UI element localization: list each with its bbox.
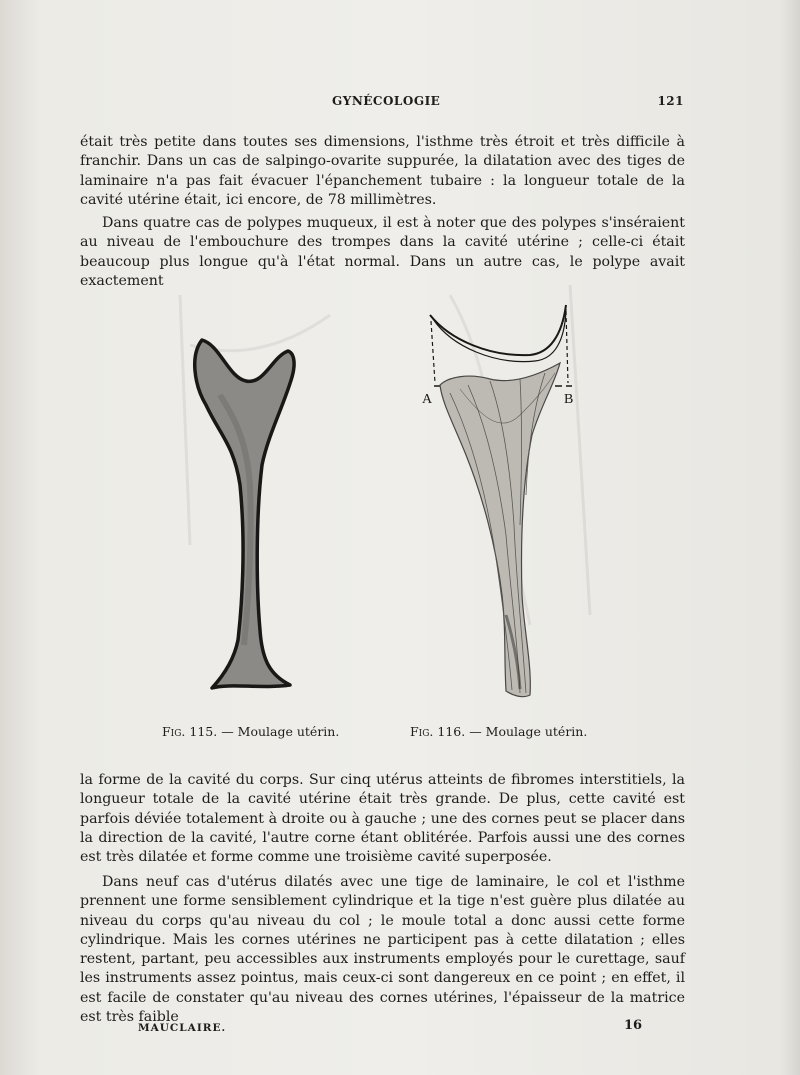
figure-115-text: — Moulage utérin. [221, 724, 340, 739]
signature-mark: 16 [624, 1018, 643, 1033]
figure-115-cast [195, 340, 294, 688]
figure-116-label: Fig. 116. [410, 724, 466, 739]
running-header [80, 94, 684, 114]
paragraph-4: Dans neuf cas d'utérus dilatés avec une tige de laminaire, le col et l'isthme prennent une forme sensiblement cylindrique et la tige n'est guère plus dilatée au niveau du corps qu'au niveau du col ; le moule total a donc aussi cette forme cylindrique. Mais les cornes utérines ne participent pas à cette dilatation ; elles restent, partant, peu accessibles aux instruments employés pour le curettage, sauf les instruments assez pointus, mais ceux-ci sont dangereux en ce point ; en effet, il est facile de constater qu'au niveau des cornes utérines, l'épaisseur de la matrice est très faible [80, 874, 685, 1026]
paragraph-3: la forme de la cavité du corps. Sur cinq utérus atteints de fibromes interstitiels, la longueur totale de la cavité utérine était très grande. De plus, cette cavité est parfois déviée totalement à droite ou à gauche ; une des cornes peut se placer dans la direction de la cavité, l'autre corne étant oblitérée. Parfois aussi une des cornes est très dilatée et forme comme une troisième cavité superposée. [80, 772, 685, 866]
running-title: GYNÉCOLOGIE [332, 94, 441, 108]
figure-116-text: — Moulage utérin. [469, 724, 588, 739]
author-footer: MAUCLAIRE. [138, 1022, 227, 1034]
figure-116-cast [422, 305, 573, 697]
page-number: 121 [657, 94, 684, 108]
figure-116-caption [410, 724, 587, 739]
figure-115-label: Fig. 115. [162, 724, 218, 739]
paragraph-2: Dans quatre cas de polypes muqueux, il est à noter que des polypes s'inséraient au niveau de l'embouchure des trompes dans la cavité utérine ; celle-ci était beaucoup plus longue qu'à l'état normal. Dans un autre cas, le polype avait exactement [80, 215, 685, 289]
figure-115-caption [162, 724, 339, 739]
figures-illustration [150, 285, 620, 705]
paragraph-1: était très petite dans toutes ses dimensions, l'isthme très étroit et très difficile à franchir. Dans un cas de salpingo-ovarite suppurée, la dilatation avec des tiges de laminaire n'a pas fait évacuer l'épanchement tubaire : la longueur totale de la cavité utérine était, ici encore, de 78 millimètres. [80, 134, 685, 208]
point-a-label: A [422, 392, 433, 407]
point-b-label: B [564, 392, 574, 407]
